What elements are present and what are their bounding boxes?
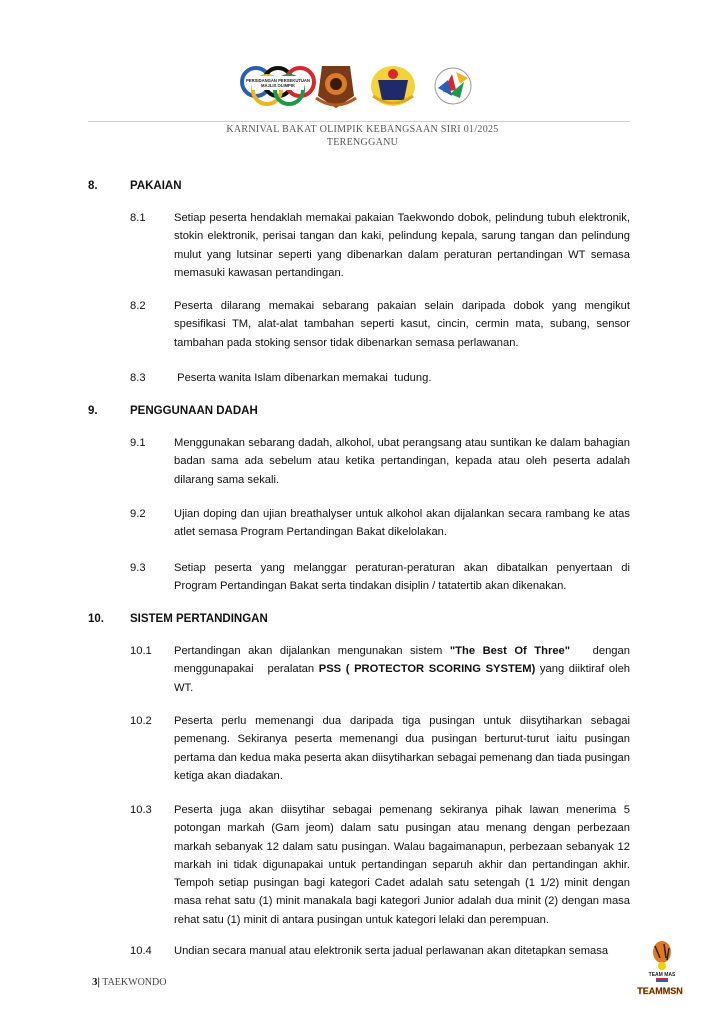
item-text-part: yang diiktiraf oleh WT. [174,663,631,694]
section-number: 9. [88,405,98,417]
tiger-mascot-icon [620,938,698,998]
section-title: SISTEM PERTANDINGAN [130,613,268,625]
item-text-bold: "The Best Of Three" [449,645,571,657]
section-number: 8. [88,180,98,192]
list-item [130,642,634,697]
item-number: 9.1 [130,437,146,449]
page-footer [92,976,166,988]
list-item [130,712,630,785]
item-number: 10.2 [130,715,152,727]
page-number: 3| [92,976,100,988]
list-item [130,297,630,352]
item-text: Peserta perlu memenangi dua daripada tiga pusingan untuk diisytiharkan sebagai pemenang. Sekiranya peserta memenangi dua pusingan berturut-turut iaitu pusingan pertama dan kedua maka peserta akan diisytiharkan sebagai pemenang dan tiada pusingan ketiga akan diadakan. [174,715,630,782]
taekwondo-association-crest [316,66,356,108]
item-text: Ujian doping dan ujian breathalyser untuk alkohol akan dijalankan secara rambang ke atas atlet semasa Program Pertandingan Bakat dikelolakan. [174,508,630,539]
item-text: Setiap peserta yang melanggar peraturan-peraturan akan dibatalkan penyertaan di Program Pertandingan Bakat serta tindakan disiplin / tatatertib akan dikenakan. [174,562,630,593]
list-item [130,559,630,596]
item-number: 9.3 [130,562,146,574]
item-number: 8.1 [130,212,146,224]
header-title: KARNIVAL BAKAT OLIMPIK KEBANGSAAN SIRI 01/2025 [226,124,499,135]
teammsn-label: TEAMMSN [637,986,683,996]
sports-council-logo [435,68,471,104]
list-item [130,505,630,542]
header-subtitle: TERENGGANU [326,137,399,148]
section-title: PENGGUNAAN DADAH [130,405,258,417]
olympic-council-logo [238,60,488,110]
item-text-part: dengan menggunapakai peralatan [174,645,634,676]
section-title: PAKAIAN [130,180,182,192]
list-item [130,801,630,929]
list-item [130,209,630,282]
state-crest-logo [371,66,415,106]
item-number: 9.2 [130,508,146,520]
section-number: 10. [88,613,104,625]
list-item [130,369,630,387]
olympic-logo-text: PERSIDANGAN PERSEKUTUAN MAJLIS OLIMPIK [246,78,310,88]
header-divider [88,121,630,122]
list-item [130,434,630,489]
item-number: 10.1 [130,645,152,657]
team-logo [620,938,698,998]
item-text-bold: PSS ( PROTECTOR SCORING SYSTEM) [318,663,536,676]
item-number: 10.4 [130,945,152,957]
item-text: Undian secara manual atau elektronik serta jadual perlawanan akan ditetapkan semasa [174,945,609,957]
item-text: Setiap peserta hendaklah memakai pakaian Taekwondo dobok, pelindung tubuh elektronik, stokin elektronik, perisai tangan dan kaki, pelindung kepala, sarung tangan dan pelindung mulut yang lutsinar seperti yang dibenarkan dalam peraturan pertandingan WT semasa memasuki kawasan pertandingan. [174,212,630,279]
item-text: Menggunakan sebarang dadah, alkohol, ubat perangsang atau suntikan ke dalam bahagian badan sama ada sebelum atau ketika pertandingan, kepada atau oleh peserta adalah dilarang sama sekali. [174,437,630,486]
item-text-part: Pertandingan akan dijalankan mengunakan sistem [174,645,450,657]
item-number: 10.3 [130,804,152,816]
item-text: Peserta juga akan diisytihar sebagai pemenang sekiranya pihak lawan menerima 5 potongan markah (Gam jeom) dalam satu pusingan atau menang dengan perbezaan markah sebanyak 12 dalam satu pusingan. Walau bagaimanapun, perbezaan sebanyak 12 markah ini tidak digunapakai untuk pertandingan separuh akhir dan pertandingan akhir. Tempoh setiap pusingan bagi kategori Cadet adalah satu setengah (1 1/2) minit dengan masa rehat satu (1) minit manakala bagi kategori Junior adalah dua minit (2) dengan masa rehat satu (1) minit di antara pusingan untuk kategori lelaki dan perempuan. [174,804,630,926]
item-text [174,642,634,697]
item-number: 8.3 [130,372,146,384]
footer-label: TAEKWONDO [102,977,167,988]
team-mas-label: TEAM MAS [648,972,676,978]
item-text: Peserta dilarang memakai sebarang pakaian selain daripada dobok yang mengikut spesifikasi TM, alat-alat tambahan seperti kasut, cincin, cermin mata, subang, sensor tambahan pada stoking sensor tidak dibenarkan semasa perlawanan. [174,300,630,349]
header-logos [238,60,488,110]
item-number: 8.2 [130,300,146,312]
item-text: Peserta wanita Islam dibenarkan memakai tudung. [174,372,432,384]
list-item [130,942,630,960]
